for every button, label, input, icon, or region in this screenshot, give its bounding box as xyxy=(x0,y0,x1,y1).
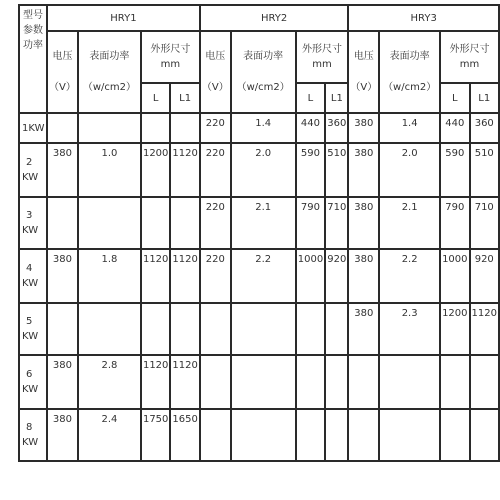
row-label-text: KW xyxy=(22,172,39,183)
spec-table xyxy=(18,4,500,462)
voltage-cell xyxy=(200,303,231,355)
voltage-cell: 220 xyxy=(200,143,231,197)
length-cell: 790 xyxy=(440,197,469,249)
length-cell: 1750 xyxy=(141,409,170,461)
length-cell xyxy=(141,197,170,249)
power-cell xyxy=(78,113,141,143)
row-label xyxy=(19,197,47,249)
length1-cell xyxy=(325,355,348,409)
power-cell xyxy=(231,303,296,355)
row-label-text: 8 xyxy=(26,422,33,433)
row-header-cell xyxy=(19,5,47,113)
length1-cell: 1120 xyxy=(470,303,499,355)
row-label-text: 6 xyxy=(26,369,33,380)
row-header-param: 参数 xyxy=(23,25,44,36)
size-label: 外形尺寸 xyxy=(302,44,343,55)
length-cell: 440 xyxy=(296,113,326,143)
length1-cell xyxy=(325,409,348,461)
group-header-hry1: HRY1 xyxy=(47,5,200,31)
power-cell: 2.0 xyxy=(379,143,440,197)
power-cell xyxy=(78,303,141,355)
power-header-hry1 xyxy=(78,31,141,113)
row-label-text: KW xyxy=(22,384,39,395)
power-cell: 2.1 xyxy=(231,197,296,249)
length-cell xyxy=(296,303,326,355)
length1-cell xyxy=(470,355,499,409)
length-cell xyxy=(296,409,326,461)
power-cell: 1.4 xyxy=(379,113,440,143)
voltage-cell: 380 xyxy=(47,409,78,461)
row-label xyxy=(19,409,47,461)
power-unit: （w/cm2） xyxy=(82,82,136,93)
length1-cell xyxy=(170,197,199,249)
length1-cell xyxy=(170,113,199,143)
power-unit: （w/cm2） xyxy=(383,82,437,93)
length-cell: 1200 xyxy=(440,303,469,355)
length1-cell: 1120 xyxy=(170,143,199,197)
voltage-cell xyxy=(348,355,379,409)
voltage-cell: 380 xyxy=(348,249,379,303)
table-row xyxy=(19,355,499,409)
voltage-cell: 220 xyxy=(200,249,231,303)
row-label xyxy=(19,113,47,143)
voltage-cell xyxy=(348,409,379,461)
row-header-model: 型号 xyxy=(23,10,44,21)
power-cell xyxy=(231,355,296,409)
size-header-hry2 xyxy=(296,31,349,83)
power-cell: 1.8 xyxy=(78,249,141,303)
data-rows xyxy=(19,113,499,461)
length1-cell xyxy=(170,303,199,355)
voltage-unit: （V） xyxy=(201,82,229,93)
voltage-unit: （V） xyxy=(49,82,76,93)
power-cell: 2.2 xyxy=(231,249,296,303)
length1-cell: 920 xyxy=(470,249,499,303)
power-cell: 2.2 xyxy=(379,249,440,303)
power-cell: 2.3 xyxy=(379,303,440,355)
power-cell: 1.0 xyxy=(78,143,141,197)
length1-cell: 920 xyxy=(325,249,348,303)
length1-cell: 710 xyxy=(470,197,499,249)
voltage-cell xyxy=(47,303,78,355)
voltage-cell xyxy=(200,409,231,461)
voltage-cell: 220 xyxy=(200,113,231,143)
voltage-cell: 380 xyxy=(47,355,78,409)
length-cell: 1200 xyxy=(141,143,170,197)
length-cell xyxy=(141,113,170,143)
length-cell: 1000 xyxy=(440,249,469,303)
l1-header-hry1: L1 xyxy=(170,83,199,113)
voltage-cell: 380 xyxy=(348,303,379,355)
power-cell: 1.4 xyxy=(231,113,296,143)
voltage-label: 电压 xyxy=(205,51,226,62)
group-header-hry3: HRY3 xyxy=(348,5,499,31)
size-unit: mm xyxy=(312,59,332,70)
length-cell: 1120 xyxy=(141,249,170,303)
length-cell xyxy=(440,409,469,461)
power-cell xyxy=(379,409,440,461)
power-label: 表面功率 xyxy=(243,51,284,62)
l-header-hry1: L xyxy=(141,83,170,113)
row-label-text: KW xyxy=(22,278,39,289)
power-cell: 2.4 xyxy=(78,409,141,461)
table-row xyxy=(19,113,499,143)
row-label-text: 5 xyxy=(26,316,33,327)
row-label-text: 2 xyxy=(26,157,33,168)
size-header-hry1 xyxy=(141,31,200,83)
size-unit: mm xyxy=(160,59,181,70)
length1-cell: 510 xyxy=(325,143,348,197)
power-cell xyxy=(231,409,296,461)
length1-cell: 1120 xyxy=(170,355,199,409)
voltage-unit: （V） xyxy=(350,82,378,93)
length-cell xyxy=(440,355,469,409)
row-header-power: 功率 xyxy=(23,40,44,51)
row-label-text: KW xyxy=(22,225,39,236)
voltage-label: 电压 xyxy=(353,51,374,62)
size-unit: mm xyxy=(459,59,480,70)
voltage-header-hry2 xyxy=(200,31,231,113)
voltage-cell: 380 xyxy=(348,143,379,197)
row-label-text: KW xyxy=(22,331,39,342)
size-label: 外形尺寸 xyxy=(449,44,490,55)
power-cell: 2.8 xyxy=(78,355,141,409)
l-header-hry2: L xyxy=(296,83,326,113)
row-label xyxy=(19,303,47,355)
power-label: 表面功率 xyxy=(89,51,130,62)
row-label xyxy=(19,355,47,409)
table-row xyxy=(19,249,499,303)
voltage-cell: 380 xyxy=(47,143,78,197)
voltage-cell: 220 xyxy=(200,197,231,249)
row-label xyxy=(19,143,47,197)
table-row xyxy=(19,409,499,461)
l1-header-hry2: L1 xyxy=(325,83,348,113)
voltage-cell: 380 xyxy=(348,197,379,249)
length1-cell: 360 xyxy=(470,113,499,143)
length1-cell: 1650 xyxy=(170,409,199,461)
voltage-cell: 380 xyxy=(348,113,379,143)
length1-cell: 360 xyxy=(325,113,348,143)
length-cell: 790 xyxy=(296,197,326,249)
length1-cell xyxy=(325,303,348,355)
length-cell: 590 xyxy=(296,143,326,197)
voltage-header-hry1 xyxy=(47,31,78,113)
table-row xyxy=(19,143,499,197)
group-header-hry2: HRY2 xyxy=(200,5,349,31)
power-cell xyxy=(379,355,440,409)
table-row xyxy=(19,303,499,355)
power-header-hry2 xyxy=(231,31,296,113)
power-cell: 2.0 xyxy=(231,143,296,197)
voltage-cell: 380 xyxy=(47,249,78,303)
length1-cell: 710 xyxy=(325,197,348,249)
length-cell: 1000 xyxy=(296,249,326,303)
power-cell: 2.1 xyxy=(379,197,440,249)
table-row xyxy=(19,197,499,249)
voltage-cell xyxy=(200,355,231,409)
length1-cell: 510 xyxy=(470,143,499,197)
length-cell xyxy=(141,303,170,355)
length1-cell xyxy=(470,409,499,461)
voltage-header-hry3 xyxy=(348,31,379,113)
length-cell: 440 xyxy=(440,113,469,143)
power-cell xyxy=(78,197,141,249)
power-unit: （w/cm2） xyxy=(236,82,290,93)
l1-header-hry3: L1 xyxy=(470,83,499,113)
l-header-hry3: L xyxy=(440,83,469,113)
voltage-label: 电压 xyxy=(52,51,73,62)
power-label: 表面功率 xyxy=(389,51,430,62)
voltage-cell xyxy=(47,197,78,249)
size-label: 外形尺寸 xyxy=(150,44,191,55)
size-header-hry3 xyxy=(440,31,499,83)
length-cell xyxy=(296,355,326,409)
length-cell: 1120 xyxy=(141,355,170,409)
length-cell: 590 xyxy=(440,143,469,197)
row-label xyxy=(19,249,47,303)
power-header-hry3 xyxy=(379,31,440,113)
length1-cell: 1120 xyxy=(170,249,199,303)
row-label-text: 1KW xyxy=(22,122,45,134)
row-label-text: 3 xyxy=(26,210,33,221)
row-label-text: KW xyxy=(22,437,39,448)
voltage-cell xyxy=(47,113,78,143)
row-label-text: 4 xyxy=(26,263,33,274)
